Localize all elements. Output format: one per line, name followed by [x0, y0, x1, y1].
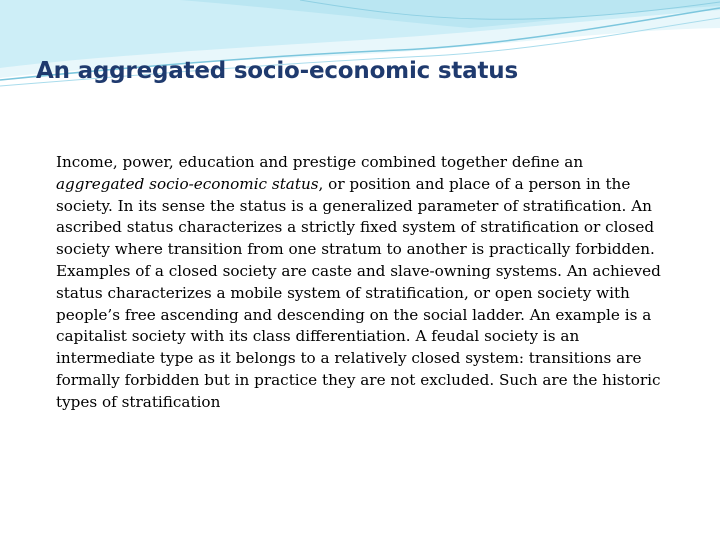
body-emphasis: aggregated socio-economic status — [56, 174, 319, 193]
slide-body-text — [56, 152, 666, 414]
body-rest: , or position and place of a person in the society. In its sense the status is a generalized parameter of stratification. An ascribed status characterizes a strictly fixed system of stratification or closed society where transition from one stratum to another is practically forbidden. Examples of a closed society are caste and slave-owning systems. An achieved status characterizes a mobile system of stratification, or open society with people’s free ascending and descending on the social ladder. An example is a capitalist society with its class differentiation. A feudal society is an intermediate type as it belongs to a relatively closed system: transitions are formally forbidden but in practice they are not excluded. Such are the historic types of stratification — [56, 174, 661, 411]
body-lead: Income, power, education and prestige combined together define an — [56, 153, 584, 171]
header-wave-decoration — [0, 0, 720, 110]
slide-title: An aggregated socio-economic status — [36, 58, 518, 84]
